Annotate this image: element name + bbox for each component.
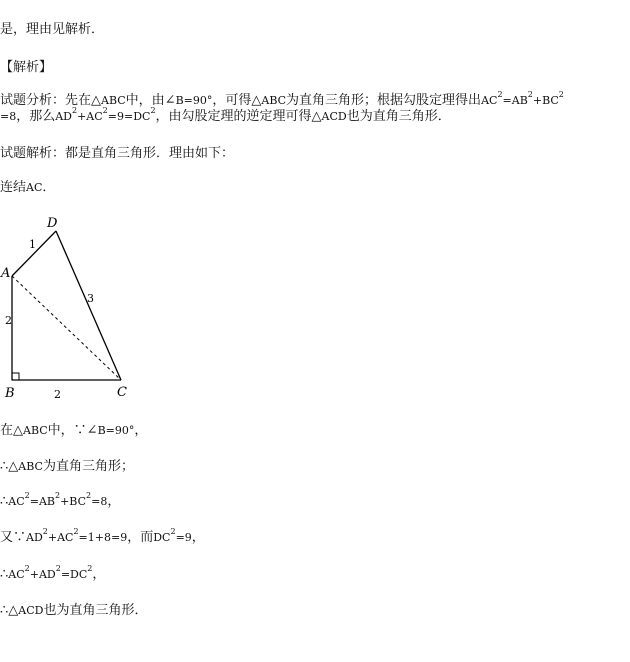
step-text: ， — [191, 530, 205, 545]
segment-name: AC — [8, 568, 25, 581]
formula-part: =AB — [502, 94, 528, 107]
angle-value: B=90° — [175, 94, 213, 107]
step-6 — [0, 603, 147, 619]
exponent: 2 — [86, 490, 92, 500]
formula-part: +BC — [60, 495, 87, 508]
segment-name: AD — [26, 531, 43, 544]
triangle-name: ACD — [18, 604, 44, 617]
formula-part: =9 — [175, 531, 192, 544]
analysis-text: 中，由∠ — [125, 93, 176, 108]
exponent: 2 — [497, 89, 503, 99]
exponent: 2 — [527, 89, 533, 99]
exponent: 2 — [87, 563, 93, 573]
section-heading: 【解析】 — [0, 60, 53, 75]
exponent: 2 — [24, 563, 30, 573]
label-c: C — [117, 385, 127, 400]
analysis-text: 先在△ — [65, 93, 102, 108]
connect-end: ． — [42, 180, 56, 195]
step-text: ，而 — [127, 530, 154, 545]
analysis-label: 试题分析： — [0, 93, 66, 108]
exponent: 2 — [24, 490, 30, 500]
label-b: B — [5, 386, 15, 401]
step-text: ∴△ — [0, 603, 19, 618]
step-4 — [0, 526, 205, 546]
step-text: 又∵ — [0, 530, 27, 545]
angle-value: B=90° — [97, 424, 135, 437]
exponent: 2 — [55, 490, 61, 500]
step-text: ∴△ — [0, 459, 19, 474]
step-text: ， — [134, 423, 148, 438]
exponent: 2 — [73, 526, 79, 536]
exponent: 2 — [150, 105, 156, 115]
segment-name: AC — [481, 94, 498, 107]
length-ab: 2 — [5, 314, 12, 327]
answer-line: 是，理由见解析． — [0, 22, 105, 37]
formula-part: +AD — [29, 568, 56, 581]
exponent: 2 — [55, 563, 61, 573]
solution-text: 都是直角三角形．理由如下： — [65, 146, 235, 161]
analysis-text: 也为直角三角形． — [346, 109, 451, 124]
exponent: 2 — [72, 105, 78, 115]
label-a: A — [1, 266, 11, 281]
solution-intro — [0, 146, 234, 162]
step-text: ∴ — [0, 567, 9, 582]
segment-name: AC — [26, 181, 43, 194]
triangle-name: ABC — [261, 94, 287, 107]
length-dc: 3 — [87, 292, 94, 305]
formula-part: =8 — [91, 495, 108, 508]
segment-name: AD — [55, 110, 72, 123]
exponent: 2 — [170, 526, 176, 536]
exponent: 2 — [558, 89, 564, 99]
triangle-name: ABC — [18, 460, 43, 473]
segment-name: DC — [153, 531, 171, 544]
exponent: 2 — [42, 526, 48, 536]
right-angle-mark — [12, 373, 19, 380]
triangle-name: ACD — [321, 110, 347, 123]
formula-part: +AC — [47, 531, 74, 544]
step-3 — [0, 490, 121, 510]
connect-text: 连结 — [0, 180, 27, 195]
step-text: 也为直角三角形． — [43, 603, 148, 618]
step-text: ， — [107, 494, 121, 509]
diagonal-ac — [12, 276, 121, 380]
triangle-name: ABC — [101, 94, 126, 107]
exponent: 2 — [102, 105, 108, 115]
analysis-line-1 — [0, 89, 564, 109]
triangle-name: ABC — [23, 424, 48, 437]
label-d: D — [47, 216, 58, 231]
step-text: ∴ — [0, 494, 9, 509]
analysis-text: ，那么 — [16, 109, 56, 124]
formula-part: =1+8=9 — [78, 531, 128, 544]
formula-part: =AB — [29, 495, 55, 508]
formula-part: +AC — [77, 110, 103, 123]
segment-name: AC — [8, 495, 25, 508]
step-text: 在△ — [0, 423, 23, 438]
connect-line — [0, 180, 55, 196]
analysis-text: ，由勾股定理的逆定理可得△ — [155, 109, 322, 124]
length-ad: 1 — [29, 238, 36, 251]
step-1 — [0, 423, 147, 439]
formula-part: =9=DC — [107, 110, 151, 123]
analysis-line-2 — [0, 105, 451, 125]
formula-part: =DC — [60, 568, 88, 581]
side-dc — [56, 231, 121, 380]
formula-part: =8 — [0, 110, 17, 123]
step-2 — [0, 459, 134, 475]
step-text: 中，∵∠ — [47, 423, 98, 438]
length-bc: 2 — [54, 388, 61, 401]
step-text: 为直角三角形； — [42, 459, 134, 474]
formula-part: +BC — [532, 94, 559, 107]
solution-label: 试题解析： — [0, 146, 66, 161]
analysis-text: ，可得△ — [212, 93, 262, 108]
analysis-text: 为直角三角形；根据勾股定理得出 — [286, 93, 482, 108]
step-5 — [0, 563, 106, 583]
step-text: ， — [92, 567, 106, 582]
geometry-figure — [0, 210, 140, 405]
